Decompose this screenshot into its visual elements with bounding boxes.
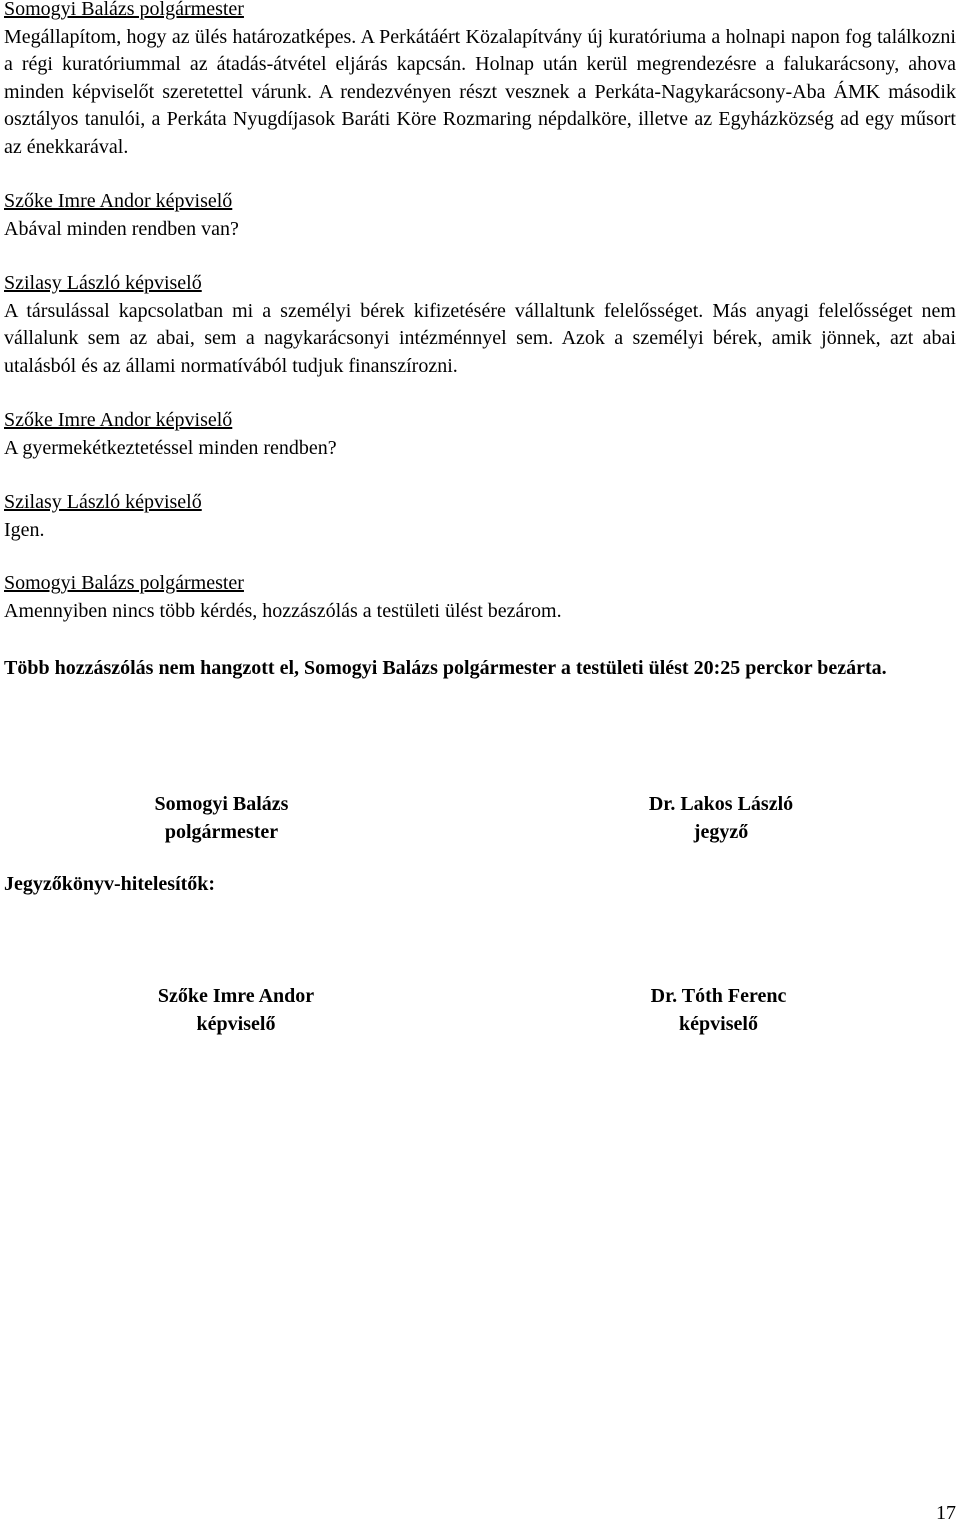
signature-notary	[626, 790, 816, 846]
speech-text: Igen.	[4, 518, 45, 541]
speech-text: A társulással kapcsolatban mi a személyi bérek kifizetésére vállaltunk felelősséget. Más anyagi felelősséget nem vállalunk sem az abai, sem a nagykarácsonyi intézménnyel sem. Azok a személyi bérek, amik jönnek, azt abai utalásból és az állami normatívából tudjuk finanszírozni.	[4, 299, 956, 377]
signatory-title: képviselő	[679, 1013, 758, 1035]
signature-authenticator-1	[136, 982, 336, 1038]
speech-block	[4, 407, 956, 462]
signatory-name: Dr. Tóth Ferenc	[650, 985, 787, 1007]
speaker-name: Somogyi Balázs polgármester	[4, 0, 244, 20]
speech-text: Megállapítom, hogy az ülés határozatképes. A Perkátáért Közalapítvány új kuratóriuma a holnapi napon fog találkozni a régi kuratóriummal az átadás-átvétel eljárás kapcsán. Holnap után kerül megrendezésre a falukarácsony, ahova minden képviselőt szeretettel várunk. A rendezvényen részt vesznek a Perkáta-Nagykarácsony-Aba ÁMK második osztályos tanulói, a Perkáta Nyugdíjasok Baráti Köre Rozmaring népdalköre, illetve az Egyházközség ad egy műsort az énekkarával.	[4, 25, 956, 158]
speech-text: A gyermekétkeztetéssel minden rendben?	[4, 436, 337, 459]
speaker-name: Szőke Imre Andor képviselő	[4, 409, 233, 431]
closing-statement: Több hozzászólás nem hangzott el, Somogyi Balázs polgármester a testületi ülést 20:25 perckor bezárta.	[4, 657, 887, 679]
authenticators-label: Jegyzőkönyv-hitelesítők:	[4, 873, 216, 895]
speech-block	[4, 188, 956, 243]
signatory-name: Somogyi Balázs	[154, 793, 289, 815]
signatory-name: Szőke Imre Andor	[157, 985, 315, 1007]
speech-block	[4, 270, 956, 380]
speaker-name: Somogyi Balázs polgármester	[4, 572, 244, 594]
speech-block	[4, 0, 956, 161]
signatory-title: képviselő	[196, 1013, 276, 1035]
signature-mayor	[134, 790, 309, 846]
speaker-name: Szilasy László képviselő	[4, 491, 202, 513]
signatory-title: jegyző	[693, 821, 749, 843]
speech-text: Abával minden rendben van?	[4, 217, 239, 240]
signature-authenticator-2	[626, 982, 811, 1038]
speech-block	[4, 570, 956, 625]
speaker-name: Szőke Imre Andor képviselő	[4, 190, 233, 212]
page-number: 17	[936, 1502, 956, 1524]
speech-text: Amennyiben nincs több kérdés, hozzászólás a testületi ülést bezárom.	[4, 599, 562, 622]
speech-block	[4, 489, 956, 544]
signatory-name: Dr. Lakos László	[648, 793, 794, 815]
speaker-name: Szilasy László képviselő	[4, 272, 202, 294]
signatory-title: polgármester	[164, 821, 279, 843]
